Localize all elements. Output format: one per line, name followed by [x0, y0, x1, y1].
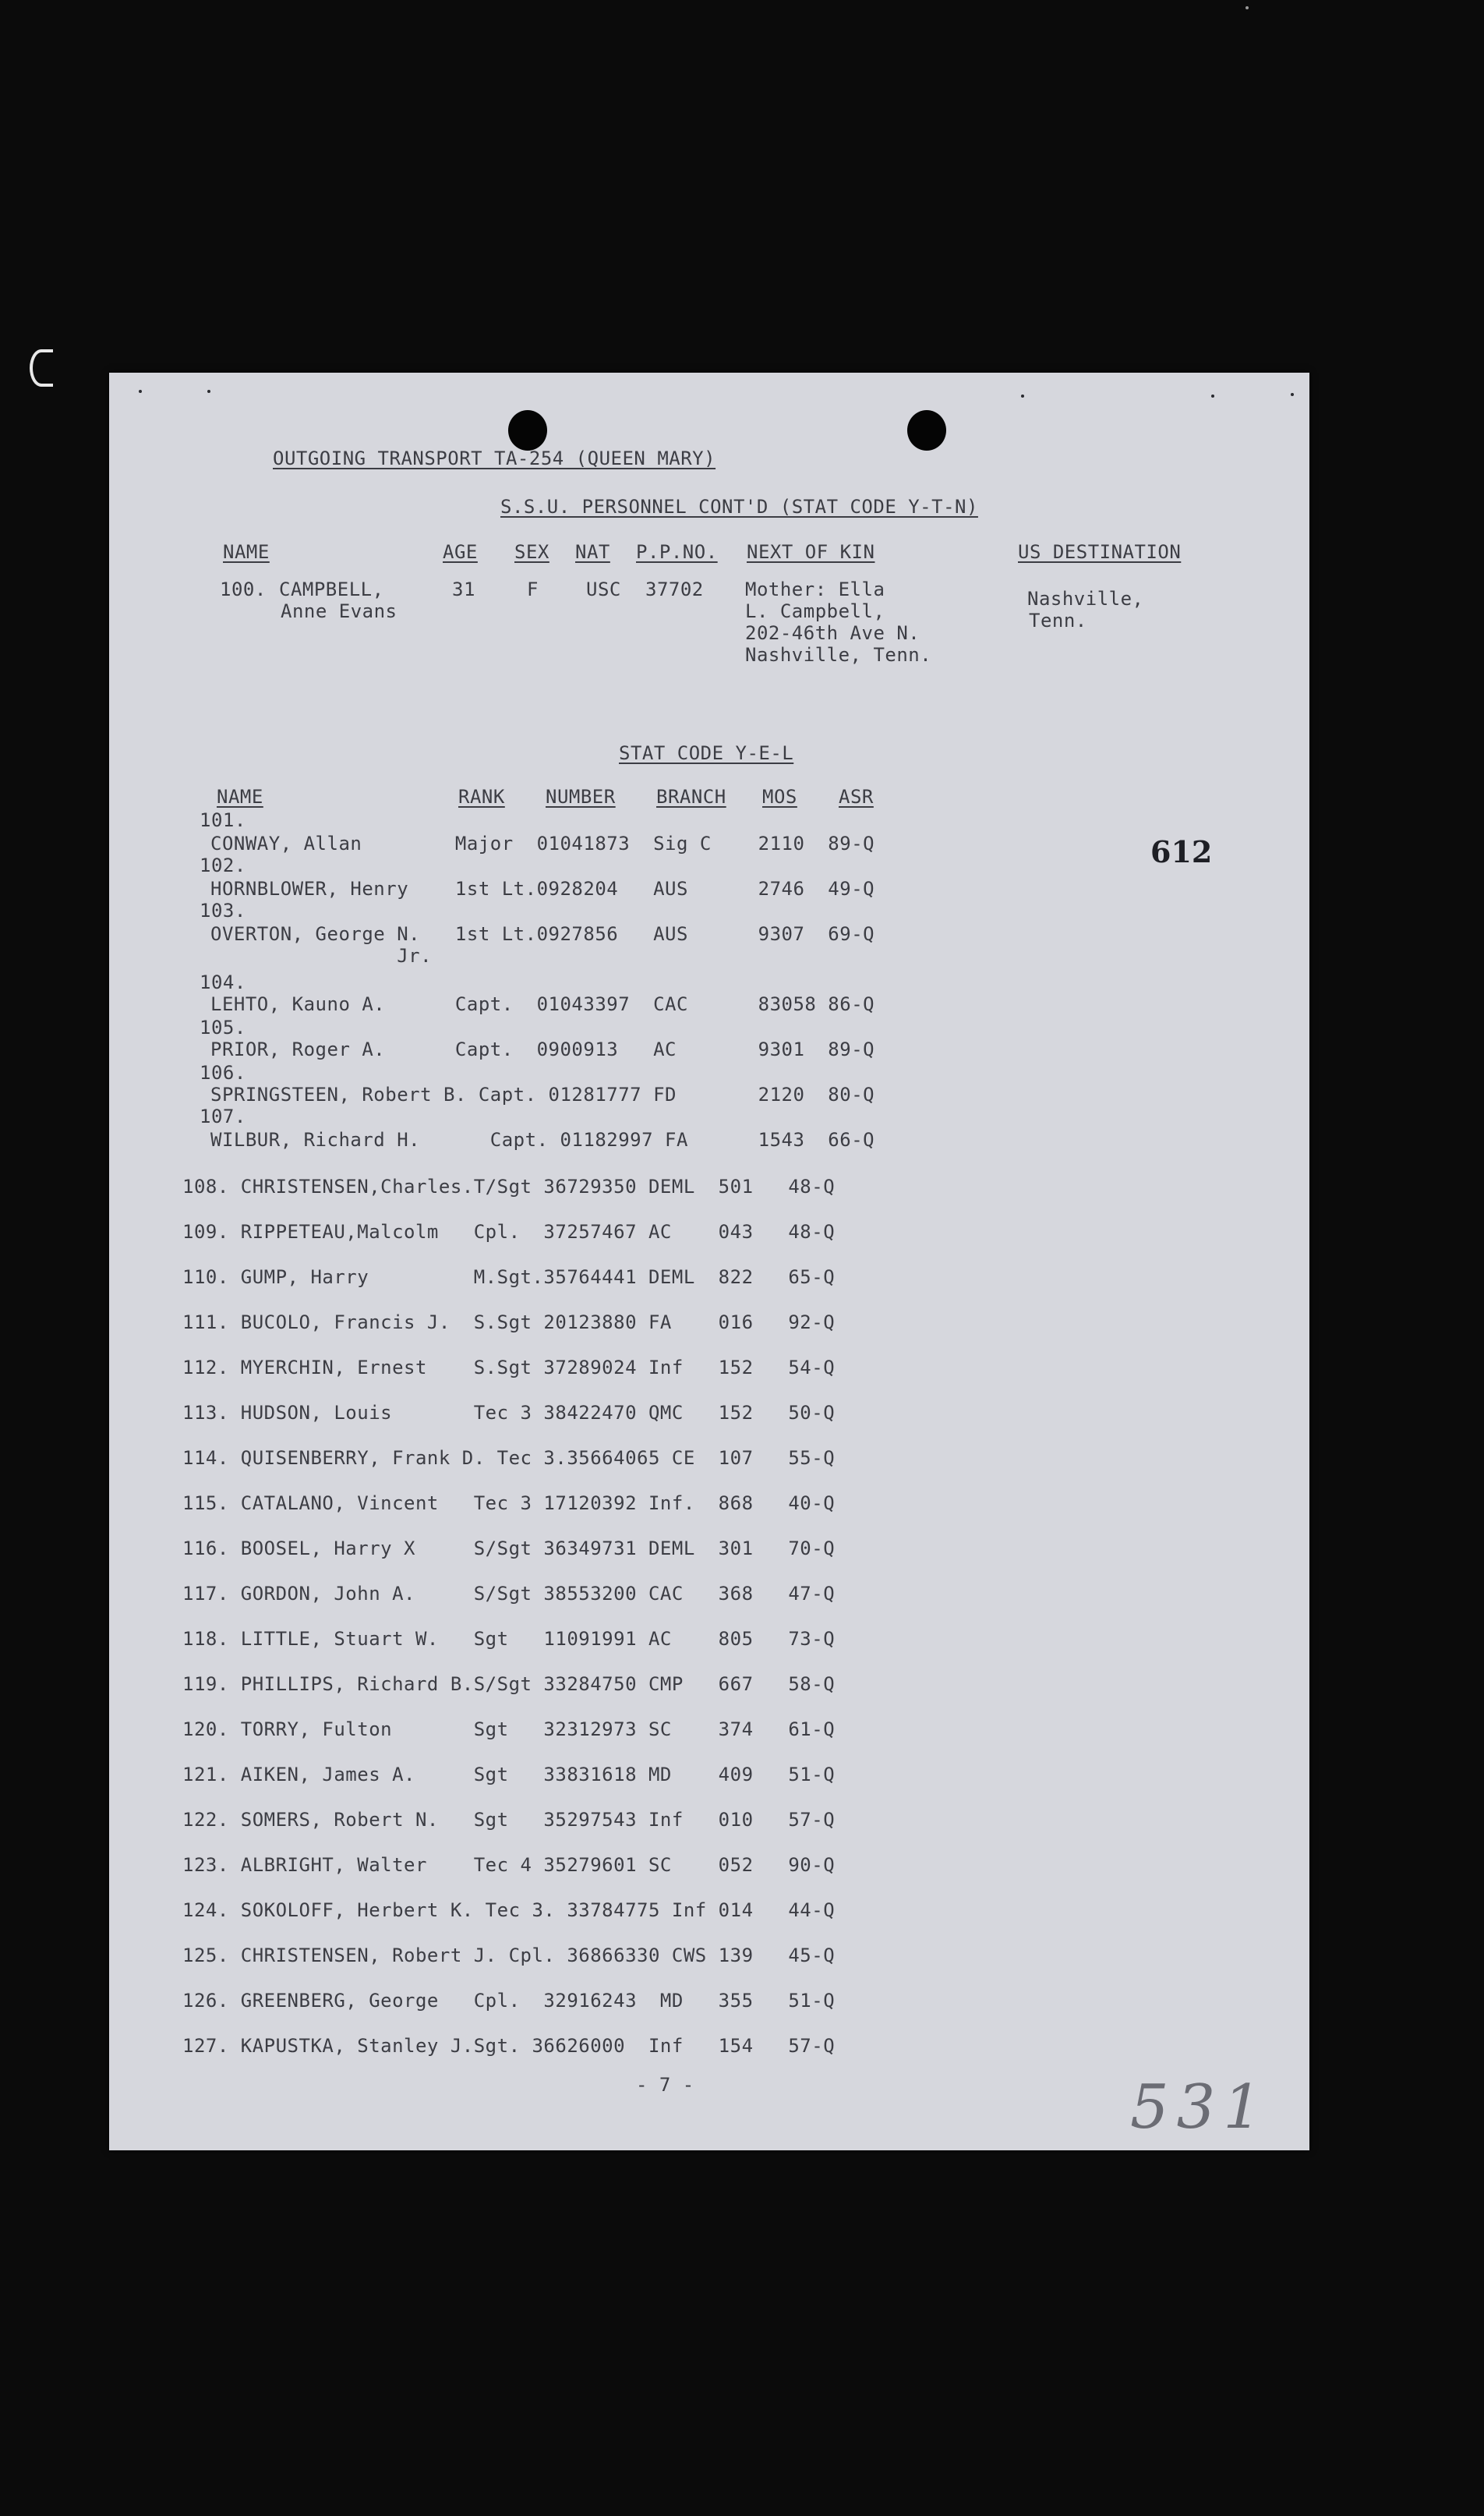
personnel-row: 110. GUMP, Harry M.Sgt.35764441 DEML 822 65-Q	[182, 1266, 836, 1288]
col-asr: ASR	[839, 786, 874, 808]
personnel-row: SPRINGSTEEN, Robert B. Capt. 01281777 FD 2120 80-Q	[210, 1084, 875, 1106]
col-number: NUMBER	[546, 786, 616, 808]
page-number: - 7 -	[636, 2074, 694, 2096]
row-number: 106.	[200, 1062, 246, 1084]
personnel-row: PRIOR, Roger A. Capt. 0900913 AC 9301 89-Q	[210, 1039, 875, 1060]
col-age: AGE	[443, 541, 478, 563]
col-sex: SEX	[514, 541, 549, 563]
entry-kin-line: Nashville, Tenn.	[745, 644, 932, 666]
personnel-row: 118. LITTLE, Stuart W. Sgt 11091991 AC 805 73-Q	[182, 1628, 836, 1650]
punch-hole-right	[907, 410, 946, 451]
document-page	[109, 373, 1309, 2150]
col-pp-no: P.P.NO.	[636, 541, 718, 563]
personnel-row: Jr.	[210, 945, 433, 967]
col-name: NAME	[217, 786, 263, 808]
personnel-row: 119. PHILLIPS, Richard B.S/Sgt 33284750 CMP 667 58-Q	[182, 1673, 836, 1695]
personnel-row: 112. MYERCHIN, Ernest S.Sgt 37289024 Inf 152 54-Q	[182, 1357, 836, 1378]
col-us-destination: US DESTINATION	[1018, 541, 1182, 563]
entry-sex: F	[527, 579, 539, 600]
personnel-row: 123. ALBRIGHT, Walter Tec 4 35279601 SC 052 90-Q	[182, 1854, 836, 1876]
film-edge-mark	[30, 349, 53, 387]
personnel-row: 120. TORRY, Fulton Sgt 32312973 SC 374 61-Q	[182, 1718, 836, 1740]
personnel-row: 116. BOOSEL, Harry X S/Sgt 36349731 DEML 301 70-Q	[182, 1538, 836, 1559]
speck	[207, 390, 210, 393]
film-speck	[1246, 6, 1249, 9]
row-number: 102.	[200, 855, 246, 876]
personnel-row: 117. GORDON, John A. S/Sgt 38553200 CAC 368 47-Q	[182, 1583, 836, 1605]
row-number: 103.	[200, 900, 246, 922]
row-number: 107.	[200, 1106, 246, 1127]
entry-kin-line: 202-46th Ave N.	[745, 622, 920, 644]
row-number: 105.	[200, 1017, 246, 1039]
personnel-row: 121. AIKEN, James A. Sgt 33831618 MD 409 51-Q	[182, 1764, 836, 1785]
row-number: 104.	[200, 971, 246, 993]
personnel-row: 114. QUISENBERRY, Frank D. Tec 3.35664065 CE 107 55-Q	[182, 1447, 836, 1469]
personnel-row: LEHTO, Kauno A. Capt. 01043397 CAC 83058 86-Q	[210, 993, 875, 1015]
personnel-row: 108. CHRISTENSEN,Charles.T/Sgt 36729350 DEML 501 48-Q	[182, 1176, 836, 1198]
personnel-row: CONWAY, Allan Major 01041873 Sig C 2110 89-Q	[210, 833, 875, 855]
entry-age: 31	[452, 579, 475, 600]
personnel-row: HORNBLOWER, Henry 1st Lt.0928204 AUS 2746 49-Q	[210, 878, 875, 900]
entry-number: 100.	[220, 579, 267, 600]
entry-pp-no: 37702	[645, 579, 704, 600]
entry-kin-line: L. Campbell,	[745, 600, 885, 622]
document-title: OUTGOING TRANSPORT TA-254 (QUEEN MARY)	[273, 448, 716, 469]
personnel-row: 127. KAPUSTKA, Stanley J.Sgt. 36626000 Inf 154 57-Q	[182, 2035, 836, 2057]
personnel-row: 124. SOKOLOFF, Herbert K. Tec 3. 33784775 Inf 014 44-Q	[182, 1899, 836, 1921]
col-mos: MOS	[762, 786, 797, 808]
entry-name-cont: Anne Evans	[281, 600, 398, 622]
speck	[1211, 395, 1214, 398]
personnel-row: WILBUR, Richard H. Capt. 01182997 FA 1543 66-Q	[210, 1129, 875, 1151]
entry-destination-cont: Tenn.	[1029, 610, 1087, 632]
personnel-row: 113. HUDSON, Louis Tec 3 38422470 QMC 152 50-Q	[182, 1402, 836, 1424]
punch-hole-left	[508, 410, 547, 451]
col-next-of-kin: NEXT OF KIN	[747, 541, 875, 563]
personnel-row: 125. CHRISTENSEN, Robert J. Cpl. 36866330 CWS 139 45-Q	[182, 1945, 836, 1966]
document-subtitle: S.S.U. PERSONNEL CONT'D (STAT CODE Y-T-N)	[500, 496, 978, 518]
personnel-row: 111. BUCOLO, Francis J. S.Sgt 20123880 FA 016 92-Q	[182, 1311, 836, 1333]
entry-destination: Nashville,	[1027, 588, 1144, 610]
speck	[1021, 395, 1024, 398]
col-branch: BRANCH	[656, 786, 726, 808]
entry-kin-line: Mother: Ella	[745, 579, 885, 600]
section-title: STAT CODE Y-E-L	[619, 742, 794, 764]
speck	[139, 390, 142, 393]
speck	[1291, 393, 1294, 396]
personnel-row: 126. GREENBERG, George Cpl. 32916243 MD 355 51-Q	[182, 1990, 836, 2012]
col-rank: RANK	[458, 786, 505, 808]
entry-nat: USC	[586, 579, 621, 600]
row-number: 101.	[200, 809, 246, 831]
col-nat: NAT	[575, 541, 610, 563]
personnel-row: OVERTON, George N. 1st Lt.0927856 AUS 9307 69-Q	[210, 923, 875, 945]
personnel-row: 109. RIPPETEAU,Malcolm Cpl. 37257467 AC 043 48-Q	[182, 1221, 836, 1243]
col-name: NAME	[223, 541, 270, 563]
personnel-row: 115. CATALANO, Vincent Tec 3 17120392 Inf. 868 40-Q	[182, 1492, 836, 1514]
stamp-number: 612	[1150, 834, 1213, 869]
handwritten-number: 531	[1130, 2072, 1270, 2143]
entry-name: CAMPBELL,	[279, 579, 384, 600]
personnel-row: 122. SOMERS, Robert N. Sgt 35297543 Inf 010 57-Q	[182, 1809, 836, 1831]
